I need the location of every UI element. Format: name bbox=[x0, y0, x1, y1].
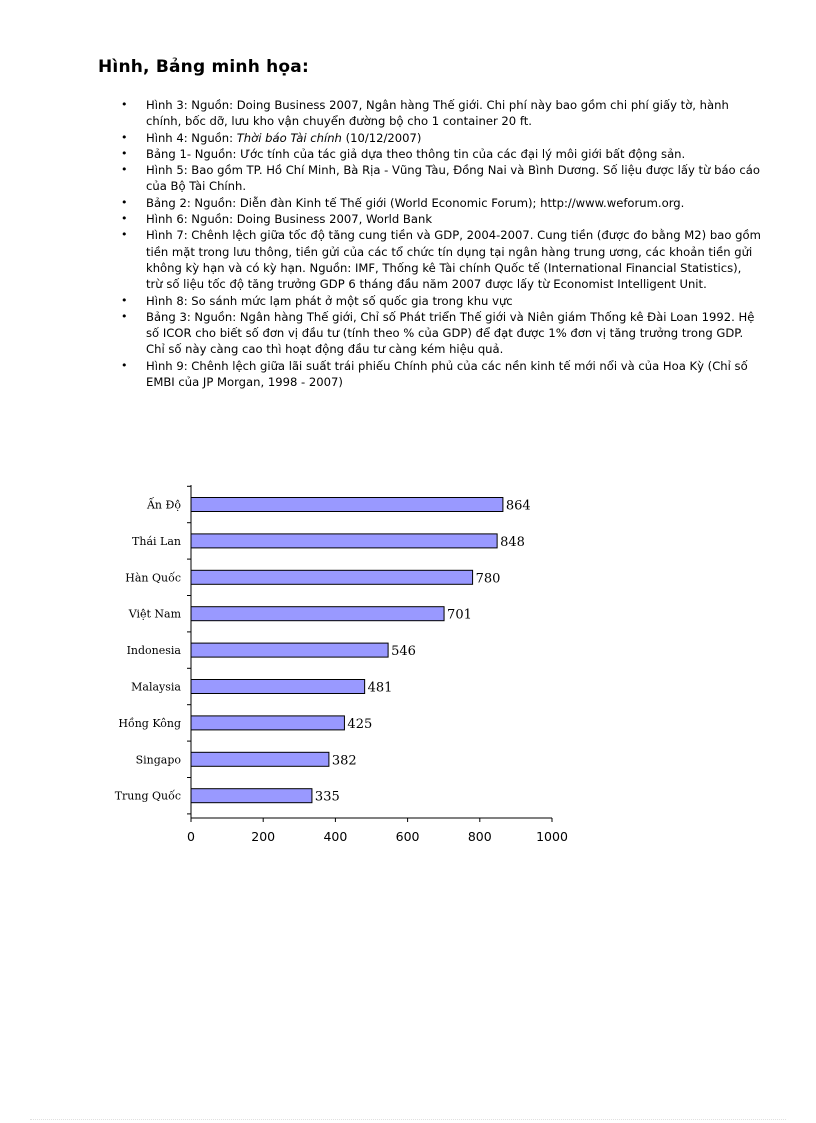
data-label: 546 bbox=[391, 644, 416, 660]
note-item bbox=[121, 195, 761, 211]
bar bbox=[191, 607, 444, 621]
source-notes-list bbox=[121, 97, 761, 390]
note-text: Hình 9: Chênh lệch giữa lãi suất trái phiếu Chính phủ của các nền kinh tế mới nổi và của Hoa Kỳ (Chỉ số EMBI của JP Morgan, 1998 - 2007) bbox=[146, 358, 748, 390]
bullet-icon: • bbox=[121, 130, 128, 144]
bar bbox=[191, 789, 312, 803]
x-tick-label: 200 bbox=[251, 829, 276, 844]
x-tick-label: 400 bbox=[323, 829, 348, 844]
category-label: Singapo bbox=[135, 753, 181, 767]
note-text: Bảng 3: Nguồn: Ngân hàng Thế giới, Chỉ số Phát triển Thế giới và Niên giám Thống kê Đài Loan 1992. Hệ số ICOR cho biết số đơn vị đầu tư (tính theo % của GDP) để đạt được 1% đơn vị tăng trưởng trong GDP. Chỉ số này càng cao thì hoạt động đầu tư càng kém hiệu quả. bbox=[146, 309, 755, 357]
page-heading: Hình, Bảng minh họa: bbox=[98, 57, 309, 77]
bullet-icon: • bbox=[121, 309, 128, 323]
note-item bbox=[121, 146, 761, 162]
x-tick-label: 600 bbox=[395, 829, 420, 844]
data-label: 848 bbox=[500, 534, 525, 550]
note-text: Hình 7: Chênh lệch giữa tốc độ tăng cung tiền và GDP, 2004-2007. Cung tiền (được đo bằng M2) bao gồm tiền mặt trong lưu thông, tiền gửi của các tổ chức tín dụng tại ngân hàng trung ương, các khoản tiền gửi không kỳ hạn và có kỳ hạn. Nguồn: IMF, Thống kê Tài chính Quốc tế (International Financial Statistics), trừ số liệu tốc độ tăng trưởng GDP 6 tháng đầu năm 2007 được lấy từ Economist Intelligent Unit. bbox=[146, 228, 761, 292]
page-bottom-rule bbox=[30, 1119, 786, 1120]
note-item bbox=[121, 211, 761, 227]
note-text-prefix: Hình 4: Nguồn: bbox=[146, 130, 237, 145]
category-label: Việt Nam bbox=[128, 607, 181, 621]
category-label: Hàn Quốc bbox=[125, 571, 181, 585]
note-item bbox=[121, 293, 761, 309]
data-label: 335 bbox=[314, 789, 340, 805]
note-item bbox=[121, 309, 761, 358]
note-item bbox=[121, 162, 761, 195]
bar bbox=[191, 534, 497, 548]
bar bbox=[191, 643, 388, 657]
bullet-icon: • bbox=[121, 98, 128, 111]
data-label: 864 bbox=[505, 498, 531, 514]
bar bbox=[191, 716, 344, 730]
bullet-icon: • bbox=[121, 293, 128, 307]
data-label: 382 bbox=[331, 753, 357, 769]
bullet-icon: • bbox=[121, 228, 128, 242]
bullet-icon: • bbox=[121, 212, 128, 226]
x-tick-label: 1000 bbox=[536, 829, 568, 844]
note-text: Bảng 2: Nguồn: Diễn đàn Kinh tế Thế giới (World Economic Forum); http://www.weforum.org. bbox=[146, 195, 685, 210]
bar bbox=[191, 680, 365, 694]
note-text-suffix: (10/12/2007) bbox=[341, 130, 422, 145]
bullet-icon: • bbox=[121, 146, 128, 160]
note-item bbox=[121, 227, 761, 292]
category-label: Malaysia bbox=[131, 680, 181, 694]
category-label: Indonesia bbox=[126, 644, 181, 658]
bullet-icon: • bbox=[121, 195, 128, 209]
category-label: Trung Quốc bbox=[114, 789, 181, 803]
x-tick-label: 800 bbox=[467, 829, 492, 844]
bar bbox=[191, 752, 329, 766]
data-label: 701 bbox=[447, 607, 472, 623]
note-text: Hình 6: Nguồn: Doing Business 2007, World Bank bbox=[146, 212, 433, 227]
note-item bbox=[121, 97, 761, 130]
data-label: 780 bbox=[475, 571, 501, 587]
note-item bbox=[121, 130, 761, 146]
category-label: Thái Lan bbox=[132, 534, 181, 548]
bullet-icon: • bbox=[121, 358, 128, 372]
bar-chart bbox=[100, 480, 580, 855]
note-text-italic: Thời báo Tài chính bbox=[236, 130, 342, 145]
category-label: Hồng Kông bbox=[118, 716, 181, 730]
note-text: Hình 3: Nguồn: Doing Business 2007, Ngân hàng Thế giới. Chi phí này bao gồm chi phí giấy tờ, hành chính, bốc dỡ, lưu kho vận chuyển đường bộ cho 1 container 20 ft. bbox=[146, 98, 729, 129]
bar bbox=[191, 498, 503, 512]
category-label: Ấn Độ bbox=[146, 498, 181, 512]
data-label: 425 bbox=[347, 716, 373, 732]
data-label: 481 bbox=[367, 680, 393, 696]
note-text: Hình 5: Bao gồm TP. Hồ Chí Minh, Bà Rịa - Vũng Tàu, Đồng Nai và Bình Dương. Số liệu được lấy từ báo cáo của Bộ Tài Chính. bbox=[146, 163, 760, 194]
note-text: Hình 8: So sánh mức lạm phát ở một số quốc gia trong khu vực bbox=[146, 293, 513, 308]
bar bbox=[191, 570, 473, 584]
bullet-icon: • bbox=[121, 163, 128, 177]
note-item bbox=[121, 358, 761, 391]
note-text: Bảng 1- Nguồn: Ước tính của tác giả dựa theo thông tin của các đại lý môi giới bất động sản. bbox=[146, 146, 686, 161]
x-tick-label: 0 bbox=[187, 829, 195, 844]
